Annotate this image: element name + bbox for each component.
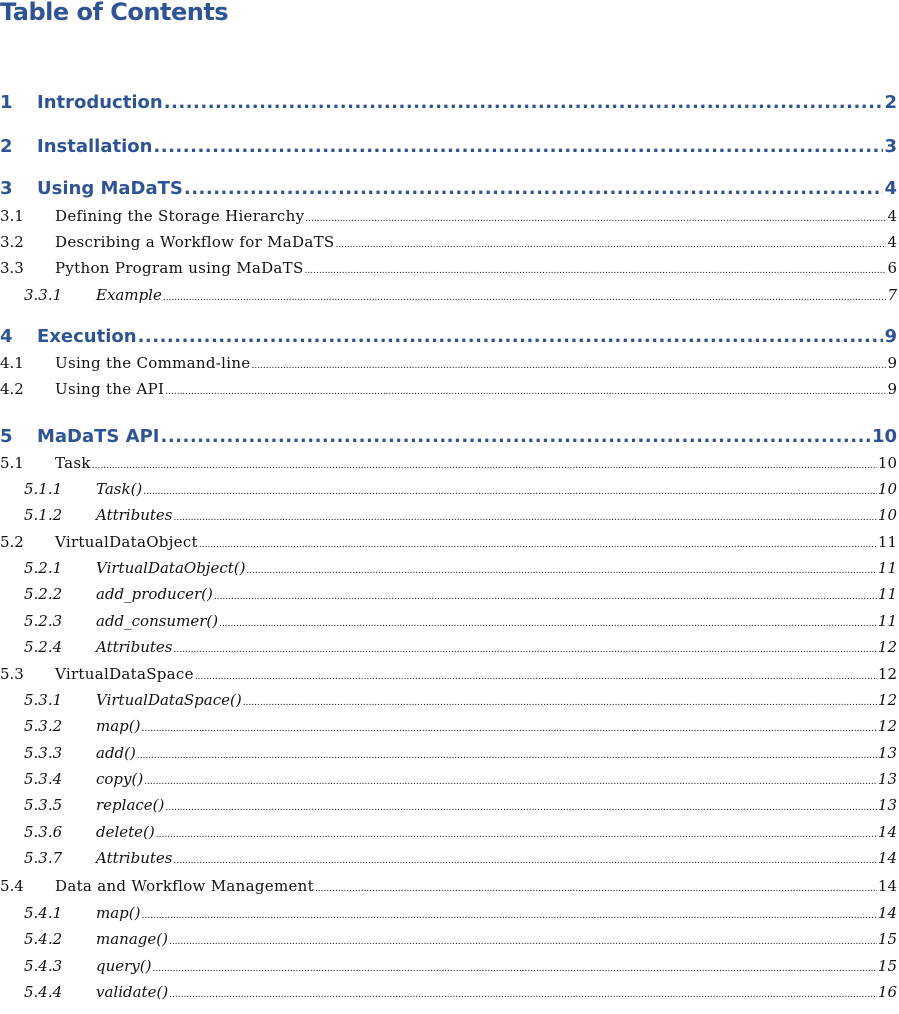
- toc-entry-level-2[interactable]: [0, 453, 897, 474]
- toc-entry-page: 15: [877, 930, 897, 948]
- toc-entry-number: 3.3: [0, 259, 24, 277]
- toc-entry-level-3[interactable]: [0, 505, 897, 526]
- toc-dot-leader: [173, 640, 876, 661]
- toc-entry-number: 5.3.4: [24, 770, 63, 788]
- toc-entry-level-3[interactable]: [0, 637, 897, 658]
- toc-entry-number: 4.2: [0, 380, 24, 398]
- toc-dot-leader: [137, 746, 877, 767]
- toc-entry-page: 9: [884, 326, 897, 347]
- toc-dot-leader: [143, 482, 877, 503]
- toc-dot-leader: [305, 261, 887, 282]
- toc-entry-number: 3.3.1: [24, 286, 63, 304]
- toc-entry-label[interactable]: delete(): [96, 823, 155, 841]
- toc-entry-label[interactable]: Attributes: [96, 638, 173, 656]
- toc-entry-page: 12: [877, 638, 897, 656]
- toc-entry-label[interactable]: add_producer(): [96, 585, 213, 603]
- toc-dot-leader: [169, 932, 877, 953]
- toc-entry-number: 5.2.4: [24, 638, 63, 656]
- toc-entry-page: 14: [877, 904, 897, 922]
- toc-entry-label[interactable]: VirtualDataObject: [55, 533, 198, 551]
- toc-entry-number: 5.2.3: [24, 612, 63, 630]
- toc-entry-page: 10: [871, 426, 897, 447]
- toc-entry-label[interactable]: add_consumer(): [96, 612, 219, 630]
- toc-entry-level-2[interactable]: [0, 379, 897, 400]
- toc-entry-level-3[interactable]: [0, 285, 897, 306]
- toc-dot-leader: [305, 209, 886, 230]
- toc-entry-number: 5.4.2: [24, 930, 63, 948]
- toc-entry-number: 5.4.3: [24, 957, 63, 975]
- toc-entry-level-2[interactable]: [0, 532, 897, 553]
- toc-entry-label[interactable]: Task(): [96, 480, 143, 498]
- toc-entry-label[interactable]: Defining the Storage Hierarchy: [55, 207, 305, 225]
- toc-entry-level-1[interactable]: [0, 424, 897, 450]
- toc-entry-level-2[interactable]: [0, 258, 897, 279]
- toc-entry-page: 14: [877, 849, 897, 867]
- toc-dot-leader: [214, 587, 877, 608]
- toc-entry-page: 2: [884, 92, 897, 113]
- toc-entry-label[interactable]: Using the API: [55, 380, 165, 398]
- toc-entry-page: 13: [877, 770, 897, 788]
- toc-dot-leader: [153, 959, 877, 980]
- toc-entry-label[interactable]: Python Program using MaDaTS: [55, 259, 304, 277]
- toc-entry-level-3[interactable]: [0, 716, 897, 737]
- toc-dot-leader: [138, 324, 884, 350]
- toc-entry-level-3[interactable]: [0, 848, 897, 869]
- page-title: Table of Contents: [0, 0, 229, 26]
- toc-entry-number: 5.3.6: [24, 823, 63, 841]
- toc-entry-label[interactable]: manage(): [96, 930, 168, 948]
- toc-entry-level-2[interactable]: [0, 353, 897, 374]
- toc-entry-page: 10: [877, 454, 897, 472]
- toc-entry-number: 5.4.1: [24, 904, 63, 922]
- toc-entry-label[interactable]: Installation: [37, 136, 153, 157]
- toc-entry-level-3[interactable]: [0, 611, 897, 632]
- toc-entry-number: 4: [0, 326, 13, 347]
- toc-dot-leader: [144, 772, 877, 793]
- toc-entry-number: 4.1: [0, 354, 24, 372]
- toc-entry-level-3[interactable]: [0, 690, 897, 711]
- toc-entry-label[interactable]: MaDaTS API: [37, 426, 160, 447]
- toc-entry-page: 4: [884, 178, 897, 199]
- toc-entry-label[interactable]: Attributes: [96, 506, 173, 524]
- toc-dot-leader: [141, 719, 876, 740]
- toc-dot-leader: [246, 561, 876, 582]
- toc-entry-level-3[interactable]: [0, 584, 897, 605]
- toc-entry-level-3[interactable]: [0, 769, 897, 790]
- toc-dot-leader: [164, 90, 884, 116]
- toc-entry-number: 5: [0, 426, 13, 447]
- toc-entry-number: 5.3.5: [24, 796, 63, 814]
- toc-entry-label[interactable]: map(): [96, 904, 141, 922]
- toc-entry-number: 5.2: [0, 533, 24, 551]
- toc-entry-level-3[interactable]: [0, 479, 897, 500]
- toc-entry-label[interactable]: Using the Command-line: [55, 354, 251, 372]
- toc-entry-number: 2: [0, 136, 13, 157]
- toc-entry-number: 5.1: [0, 454, 24, 472]
- toc-entry-level-2[interactable]: [0, 876, 897, 897]
- toc-dot-leader: [169, 985, 877, 1006]
- toc-entry-page: 6: [887, 259, 897, 277]
- toc-entry-number: 5.4: [0, 877, 24, 895]
- toc-entry-level-3[interactable]: [0, 743, 897, 764]
- toc-entry-level-3[interactable]: [0, 822, 897, 843]
- toc-entry-page: 12: [877, 691, 897, 709]
- toc-entry-label[interactable]: VirtualDataObject(): [96, 559, 246, 577]
- toc-entry-page: 7: [887, 286, 897, 304]
- toc-dot-leader: [165, 382, 886, 403]
- toc-entry-label[interactable]: Data and Workflow Management: [55, 877, 314, 895]
- toc-dot-leader: [199, 535, 877, 556]
- toc-entry-level-2[interactable]: [0, 206, 897, 227]
- toc-entry-page: 15: [877, 957, 897, 975]
- toc-entry-page: 4: [887, 233, 897, 251]
- toc-entry-number: 3.1: [0, 207, 24, 225]
- toc-dot-leader: [335, 235, 886, 256]
- toc-entry-label[interactable]: Introduction: [37, 92, 163, 113]
- toc-entry-level-1[interactable]: [0, 176, 897, 202]
- toc-dot-leader: [165, 798, 877, 819]
- toc-entry-level-2[interactable]: [0, 664, 897, 685]
- toc-entry-number: 5.3.1: [24, 691, 63, 709]
- toc-dot-leader: [315, 879, 877, 900]
- toc-entry-number: 5.1.2: [24, 506, 63, 524]
- toc-entry-level-3[interactable]: [0, 558, 897, 579]
- toc-entry-level-1[interactable]: [0, 324, 897, 350]
- toc-entry-label[interactable]: map(): [96, 717, 141, 735]
- toc-entry-label[interactable]: Task: [55, 454, 91, 472]
- toc-entry-level-1[interactable]: [0, 134, 897, 160]
- toc-dot-leader: [195, 667, 877, 688]
- toc-entry-number: 5.1.1: [24, 480, 63, 498]
- toc-dot-leader: [163, 288, 887, 309]
- toc-entry-number: 5.2.1: [24, 559, 63, 577]
- toc-entry-label[interactable]: add(): [96, 744, 136, 762]
- toc-entry-level-3[interactable]: [0, 982, 897, 1003]
- toc-entry-page: 12: [877, 717, 897, 735]
- toc-entry-label[interactable]: Attributes: [96, 849, 173, 867]
- toc-entry-page: 11: [877, 585, 897, 603]
- toc-entry-page: 10: [877, 506, 897, 524]
- toc-dot-leader: [156, 825, 877, 846]
- toc-entry-page: 14: [877, 877, 897, 895]
- toc-entry-level-3[interactable]: [0, 903, 897, 924]
- toc-entry-number: 5.2.2: [24, 585, 63, 603]
- toc-entry-page: 3: [884, 136, 897, 157]
- toc-dot-leader: [219, 614, 877, 635]
- toc-entry-level-3[interactable]: [0, 795, 897, 816]
- toc-entry-level-1[interactable]: [0, 90, 897, 116]
- toc-entry-page: 16: [877, 983, 897, 1001]
- toc-entry-page: 11: [877, 533, 897, 551]
- toc-entry-number: 3: [0, 178, 13, 199]
- toc-dot-leader: [251, 356, 886, 377]
- toc-dot-leader: [243, 693, 877, 714]
- toc-dot-leader: [153, 134, 883, 160]
- toc-entry-number: 1: [0, 92, 13, 113]
- toc-entry-number: 5.3: [0, 665, 24, 683]
- toc-entry-page: 11: [877, 612, 897, 630]
- toc-entry-number: 5.3.7: [24, 849, 63, 867]
- toc-entry-number: 3.2: [0, 233, 24, 251]
- toc-entry-level-3[interactable]: [0, 929, 897, 950]
- toc-entry-page: 10: [877, 480, 897, 498]
- toc-entry-label[interactable]: copy(): [96, 770, 144, 788]
- toc-entry-label[interactable]: Describing a Workflow for MaDaTS: [55, 233, 335, 251]
- toc-entry-label[interactable]: validate(): [96, 983, 169, 1001]
- toc-entry-page: 13: [877, 744, 897, 762]
- toc-entry-label[interactable]: VirtualDataSpace(): [96, 691, 242, 709]
- toc-dot-leader: [141, 906, 876, 927]
- toc-entry-page: 11: [877, 559, 897, 577]
- toc-entry-page: 9: [887, 354, 897, 372]
- toc-entry-number: 5.3.3: [24, 744, 63, 762]
- toc-entry-number: 5.4.4: [24, 983, 63, 1001]
- toc-entry-page: 4: [887, 207, 897, 225]
- toc-entry-page: 12: [877, 665, 897, 683]
- toc-entry-page: 13: [877, 796, 897, 814]
- toc-entry-number: 5.3.2: [24, 717, 63, 735]
- toc-entry-label[interactable]: replace(): [96, 796, 165, 814]
- toc-dot-leader: [160, 424, 870, 450]
- toc-dot-leader: [173, 851, 876, 872]
- toc-entry-page: 9: [887, 380, 897, 398]
- toc-entry-label[interactable]: Using MaDaTS: [37, 178, 183, 199]
- toc-dot-leader: [92, 456, 877, 477]
- toc-entry-label[interactable]: VirtualDataSpace: [55, 665, 194, 683]
- toc-entry-level-3[interactable]: [0, 956, 897, 977]
- toc-entry-label[interactable]: Execution: [37, 326, 137, 347]
- toc-entry-page: 14: [877, 823, 897, 841]
- toc-dot-leader: [184, 176, 884, 202]
- toc-entry-label[interactable]: query(): [96, 957, 152, 975]
- toc-dot-leader: [173, 508, 876, 529]
- toc-entry-level-2[interactable]: [0, 232, 897, 253]
- toc-entry-label[interactable]: Example: [96, 286, 162, 304]
